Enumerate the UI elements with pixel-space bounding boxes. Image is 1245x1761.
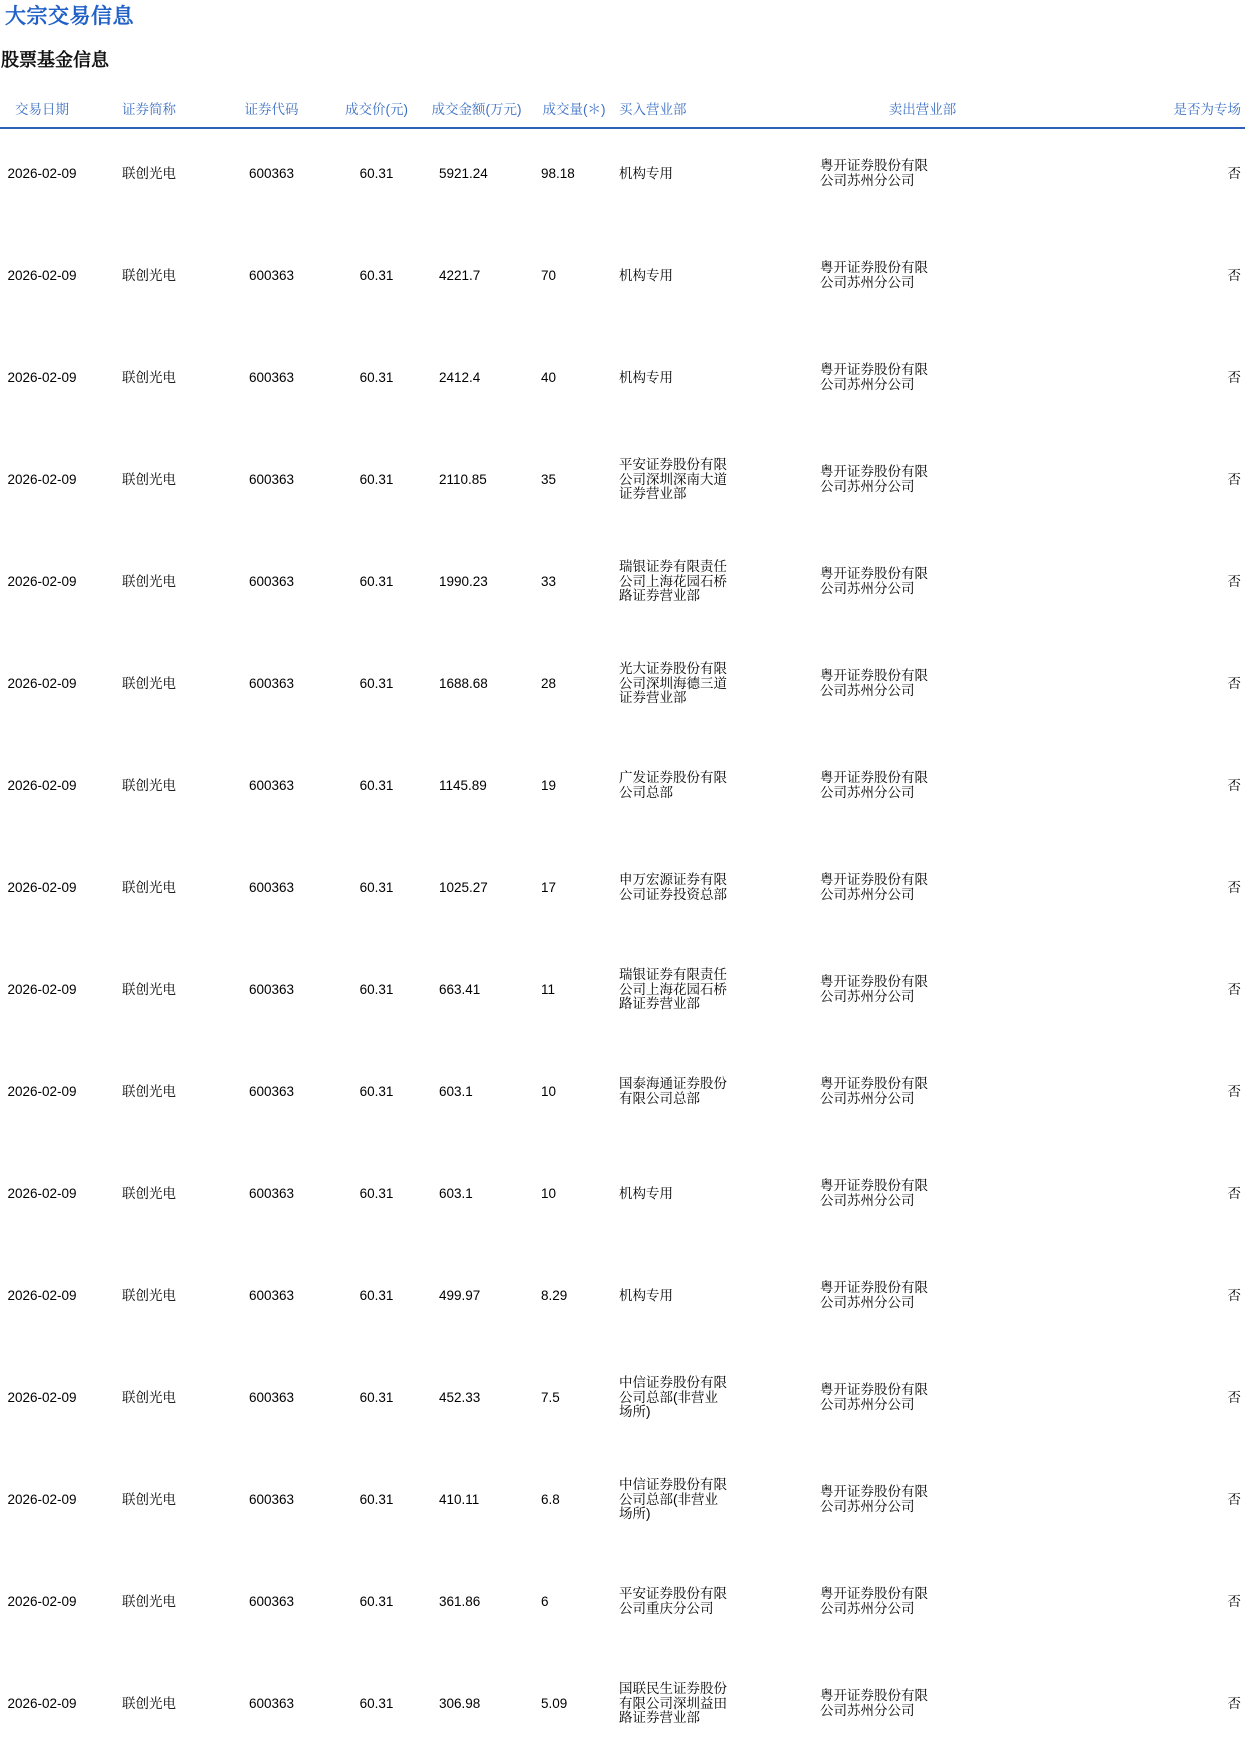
buyer-branch-text: 瑞银证券有限责任公司上海花园石桥路证券营业部: [619, 967, 727, 1012]
cell-name: 联创光电: [122, 981, 176, 997]
cell-price: 60.31: [359, 1695, 394, 1711]
cell-date: 2026-02-09: [7, 1389, 77, 1405]
seller-branch-text: 粤开证券股份有限公司苏州分公司: [820, 974, 928, 1004]
cell-volume: 28: [541, 675, 557, 691]
cell-volume: 7.5: [541, 1389, 560, 1405]
seller-branch-text: 粤开证券股份有限公司苏州分公司: [820, 158, 928, 188]
buyer-branch-text: 国联民生证券股份有限公司深圳益田路证券营业部: [619, 1681, 727, 1726]
cell-buyer: [619, 1659, 815, 1761]
cell-code: 600363: [248, 1389, 295, 1405]
cell-seller: [815, 639, 1030, 741]
cell-amount: 410.11: [439, 1491, 480, 1507]
cell-name: 联创光电: [122, 165, 176, 181]
cell-name: 联创光电: [122, 1389, 176, 1405]
buyer-branch-text: 中信证券股份有限公司总部(非营业场所): [619, 1477, 727, 1522]
table-row: [0, 1251, 1245, 1353]
table-header: [0, 71, 1245, 128]
cell-buyer: [619, 231, 815, 333]
cell-name: 联创光电: [122, 573, 176, 589]
seller-branch-text: 粤开证券股份有限公司苏州分公司: [820, 260, 928, 290]
cell-seller: [815, 435, 1030, 537]
cell-date: 2026-02-09: [7, 1185, 77, 1201]
block-trade-table: [0, 71, 1245, 1761]
cell-amount: 1025.27: [439, 879, 488, 895]
buyer-branch-text: 机构专用: [619, 1185, 673, 1201]
cell-buyer: [619, 1557, 815, 1659]
cell-code: 600363: [248, 1083, 295, 1099]
cell-volume: 6.8: [541, 1491, 560, 1507]
cell-date: 2026-02-09: [7, 1491, 77, 1507]
cell-code: 600363: [248, 675, 295, 691]
column-header-seller: 卖出营业部: [815, 71, 1030, 128]
cell-date: 2026-02-09: [7, 1287, 77, 1303]
cell-special: 否: [1227, 573, 1241, 589]
cell-price: 60.31: [359, 1593, 394, 1609]
table-row: [0, 945, 1245, 1047]
cell-name: 联创光电: [122, 1491, 176, 1507]
cell-name: 联创光电: [122, 879, 176, 895]
cell-name: 联创光电: [122, 1593, 176, 1609]
table-row: [0, 843, 1245, 945]
cell-volume: 6: [541, 1593, 549, 1609]
table-row: [0, 1455, 1245, 1557]
cell-date: 2026-02-09: [7, 471, 77, 487]
table-row: [0, 537, 1245, 639]
cell-amount: 603.1: [439, 1185, 473, 1201]
cell-code: 600363: [248, 1695, 295, 1711]
cell-date: 2026-02-09: [7, 1695, 77, 1711]
cell-volume: 98.18: [541, 165, 575, 181]
cell-amount: 603.1: [439, 1083, 473, 1099]
cell-amount: 361.86: [439, 1593, 481, 1609]
cell-code: 600363: [248, 1593, 295, 1609]
seller-branch-text: 粤开证券股份有限公司苏州分公司: [820, 1688, 928, 1718]
cell-price: 60.31: [359, 573, 394, 589]
buyer-branch-text: 机构专用: [619, 165, 673, 181]
table-row: [0, 741, 1245, 843]
cell-price: 60.31: [359, 879, 394, 895]
cell-name: 联创光电: [122, 1695, 176, 1711]
seller-branch-text: 粤开证券股份有限公司苏州分公司: [820, 362, 928, 392]
cell-volume: 19: [541, 777, 557, 793]
cell-amount: 663.41: [439, 981, 481, 997]
table-row: [0, 1659, 1245, 1761]
cell-amount: 2412.4: [439, 369, 481, 385]
buyer-branch-text: 机构专用: [619, 369, 673, 385]
buyer-branch-text: 申万宏源证券有限公司证券投资总部: [619, 872, 727, 902]
cell-price: 60.31: [359, 165, 394, 181]
cell-seller: [815, 231, 1030, 333]
cell-special: 否: [1227, 777, 1241, 793]
cell-name: 联创光电: [122, 777, 176, 793]
cell-volume: 17: [541, 879, 557, 895]
cell-code: 600363: [248, 573, 295, 589]
table-body: [0, 128, 1245, 1761]
cell-date: 2026-02-09: [7, 879, 77, 895]
cell-amount: 2110.85: [439, 471, 487, 487]
cell-buyer: [619, 1047, 815, 1149]
buyer-branch-text: 国泰海通证券股份有限公司总部: [619, 1076, 727, 1106]
column-header-volume: 成交量(＊): [529, 71, 619, 128]
column-header-buyer: 买入营业部: [619, 71, 815, 128]
cell-date: 2026-02-09: [7, 1083, 77, 1099]
cell-amount: 1688.68: [439, 675, 488, 691]
column-header-code: 证券代码: [214, 71, 329, 128]
cell-amount: 499.97: [439, 1287, 481, 1303]
seller-branch-text: 粤开证券股份有限公司苏州分公司: [820, 668, 928, 698]
cell-seller: [815, 128, 1030, 231]
table-row: [0, 639, 1245, 741]
cell-buyer: [619, 639, 815, 741]
cell-code: 600363: [248, 267, 295, 283]
seller-branch-text: 粤开证券股份有限公司苏州分公司: [820, 770, 928, 800]
seller-branch-text: 粤开证券股份有限公司苏州分公司: [820, 1076, 928, 1106]
cell-volume: 11: [541, 981, 556, 997]
cell-volume: 40: [541, 369, 557, 385]
cell-buyer: [619, 843, 815, 945]
cell-date: 2026-02-09: [7, 1593, 77, 1609]
cell-date: 2026-02-09: [7, 675, 77, 691]
table-row: [0, 333, 1245, 435]
cell-code: 600363: [248, 165, 295, 181]
section-title-stock-fund: 股票基金信息: [1, 50, 109, 71]
cell-price: 60.31: [359, 369, 394, 385]
buyer-branch-text: 机构专用: [619, 267, 673, 283]
cell-special: 否: [1227, 1287, 1241, 1303]
column-header-name: 证券简称: [84, 71, 214, 128]
cell-volume: 5.09: [541, 1695, 568, 1711]
block-trade-page: [0, 5, 1245, 1761]
cell-date: 2026-02-09: [7, 165, 77, 181]
cell-special: 否: [1227, 1695, 1241, 1711]
cell-code: 600363: [248, 471, 295, 487]
cell-code: 600363: [248, 879, 295, 895]
cell-special: 否: [1227, 165, 1241, 181]
cell-special: 否: [1227, 1491, 1241, 1507]
cell-amount: 306.98: [439, 1695, 481, 1711]
cell-date: 2026-02-09: [7, 777, 77, 793]
cell-volume: 10: [541, 1083, 557, 1099]
cell-name: 联创光电: [122, 1083, 176, 1099]
cell-buyer: [619, 1251, 815, 1353]
seller-branch-text: 粤开证券股份有限公司苏州分公司: [820, 1280, 928, 1310]
cell-special: 否: [1227, 879, 1241, 895]
cell-seller: [815, 1353, 1030, 1455]
cell-name: 联创光电: [122, 369, 176, 385]
cell-price: 60.31: [359, 777, 394, 793]
cell-buyer: [619, 1149, 815, 1251]
cell-buyer: [619, 435, 815, 537]
table-row: [0, 1047, 1245, 1149]
table-header-row: [0, 71, 1245, 128]
seller-branch-text: 粤开证券股份有限公司苏州分公司: [820, 464, 928, 494]
cell-price: 60.31: [359, 471, 394, 487]
cell-name: 联创光电: [122, 1287, 176, 1303]
buyer-branch-text: 平安证券股份有限公司重庆分公司: [619, 1586, 727, 1616]
cell-seller: [815, 1047, 1030, 1149]
seller-branch-text: 粤开证券股份有限公司苏州分公司: [820, 1382, 928, 1412]
buyer-branch-text: 广发证券股份有限公司总部: [619, 770, 727, 800]
table-row: [0, 1149, 1245, 1251]
cell-amount: 1990.23: [439, 573, 488, 589]
seller-branch-text: 粤开证券股份有限公司苏州分公司: [820, 1484, 928, 1514]
cell-name: 联创光电: [122, 471, 176, 487]
cell-date: 2026-02-09: [7, 267, 77, 283]
seller-branch-text: 粤开证券股份有限公司苏州分公司: [820, 872, 928, 902]
cell-special: 否: [1227, 675, 1241, 691]
cell-price: 60.31: [359, 675, 394, 691]
cell-buyer: [619, 333, 815, 435]
cell-special: 否: [1227, 369, 1241, 385]
cell-volume: 8.29: [541, 1287, 568, 1303]
page-title: 大宗交易信息: [5, 5, 134, 28]
cell-volume: 35: [541, 471, 557, 487]
cell-code: 600363: [248, 981, 295, 997]
cell-code: 600363: [248, 1185, 295, 1201]
cell-code: 600363: [248, 1287, 295, 1303]
cell-seller: [815, 843, 1030, 945]
cell-name: 联创光电: [122, 1185, 176, 1201]
cell-special: 否: [1227, 471, 1241, 487]
cell-buyer: [619, 741, 815, 843]
cell-seller: [815, 1659, 1030, 1761]
cell-seller: [815, 333, 1030, 435]
table-row: [0, 231, 1245, 333]
table-row: [0, 1353, 1245, 1455]
cell-amount: 452.33: [439, 1389, 481, 1405]
table-row: [0, 128, 1245, 231]
cell-special: 否: [1227, 1083, 1241, 1099]
cell-amount: 1145.89: [439, 777, 487, 793]
cell-price: 60.31: [359, 1389, 394, 1405]
cell-code: 600363: [248, 1491, 295, 1507]
cell-volume: 70: [541, 267, 557, 283]
table-row: [0, 435, 1245, 537]
cell-date: 2026-02-09: [7, 573, 77, 589]
cell-seller: [815, 1455, 1030, 1557]
column-header-date: 交易日期: [0, 71, 84, 128]
cell-date: 2026-02-09: [7, 369, 77, 385]
cell-seller: [815, 945, 1030, 1047]
cell-name: 联创光电: [122, 267, 176, 283]
cell-seller: [815, 1251, 1030, 1353]
buyer-branch-text: 瑞银证券有限责任公司上海花园石桥路证券营业部: [619, 559, 727, 604]
cell-amount: 5921.24: [439, 165, 488, 181]
cell-seller: [815, 741, 1030, 843]
cell-buyer: [619, 1455, 815, 1557]
cell-volume: 10: [541, 1185, 557, 1201]
column-header-amount: 成交金额(万元): [424, 71, 529, 128]
cell-volume: 33: [541, 573, 557, 589]
cell-name: 联创光电: [122, 675, 176, 691]
cell-seller: [815, 1557, 1030, 1659]
column-header-special: 是否为专场: [1030, 71, 1245, 128]
cell-date: 2026-02-09: [7, 981, 77, 997]
buyer-branch-text: 光大证券股份有限公司深圳海德三道证券营业部: [619, 661, 727, 706]
cell-buyer: [619, 537, 815, 639]
cell-amount: 4221.7: [439, 267, 481, 283]
cell-price: 60.31: [359, 1287, 394, 1303]
cell-price: 60.31: [359, 981, 394, 997]
seller-branch-text: 粤开证券股份有限公司苏州分公司: [820, 1178, 928, 1208]
cell-buyer: [619, 128, 815, 231]
cell-code: 600363: [248, 369, 295, 385]
cell-seller: [815, 1149, 1030, 1251]
column-header-price: 成交价(元): [329, 71, 424, 128]
seller-branch-text: 粤开证券股份有限公司苏州分公司: [820, 566, 928, 596]
cell-buyer: [619, 945, 815, 1047]
cell-code: 600363: [248, 777, 295, 793]
buyer-branch-text: 平安证券股份有限公司深圳深南大道证券营业部: [619, 457, 727, 502]
cell-buyer: [619, 1353, 815, 1455]
cell-price: 60.31: [359, 1083, 394, 1099]
cell-special: 否: [1227, 1593, 1241, 1609]
buyer-branch-text: 中信证券股份有限公司总部(非营业场所): [619, 1375, 727, 1420]
cell-special: 否: [1227, 1185, 1241, 1201]
cell-price: 60.31: [359, 1491, 394, 1507]
cell-special: 否: [1227, 1389, 1241, 1405]
cell-seller: [815, 537, 1030, 639]
seller-branch-text: 粤开证券股份有限公司苏州分公司: [820, 1586, 928, 1616]
table-row: [0, 1557, 1245, 1659]
cell-special: 否: [1227, 981, 1241, 997]
buyer-branch-text: 机构专用: [619, 1287, 673, 1303]
cell-price: 60.31: [359, 267, 394, 283]
cell-special: 否: [1227, 267, 1241, 283]
cell-price: 60.31: [359, 1185, 394, 1201]
